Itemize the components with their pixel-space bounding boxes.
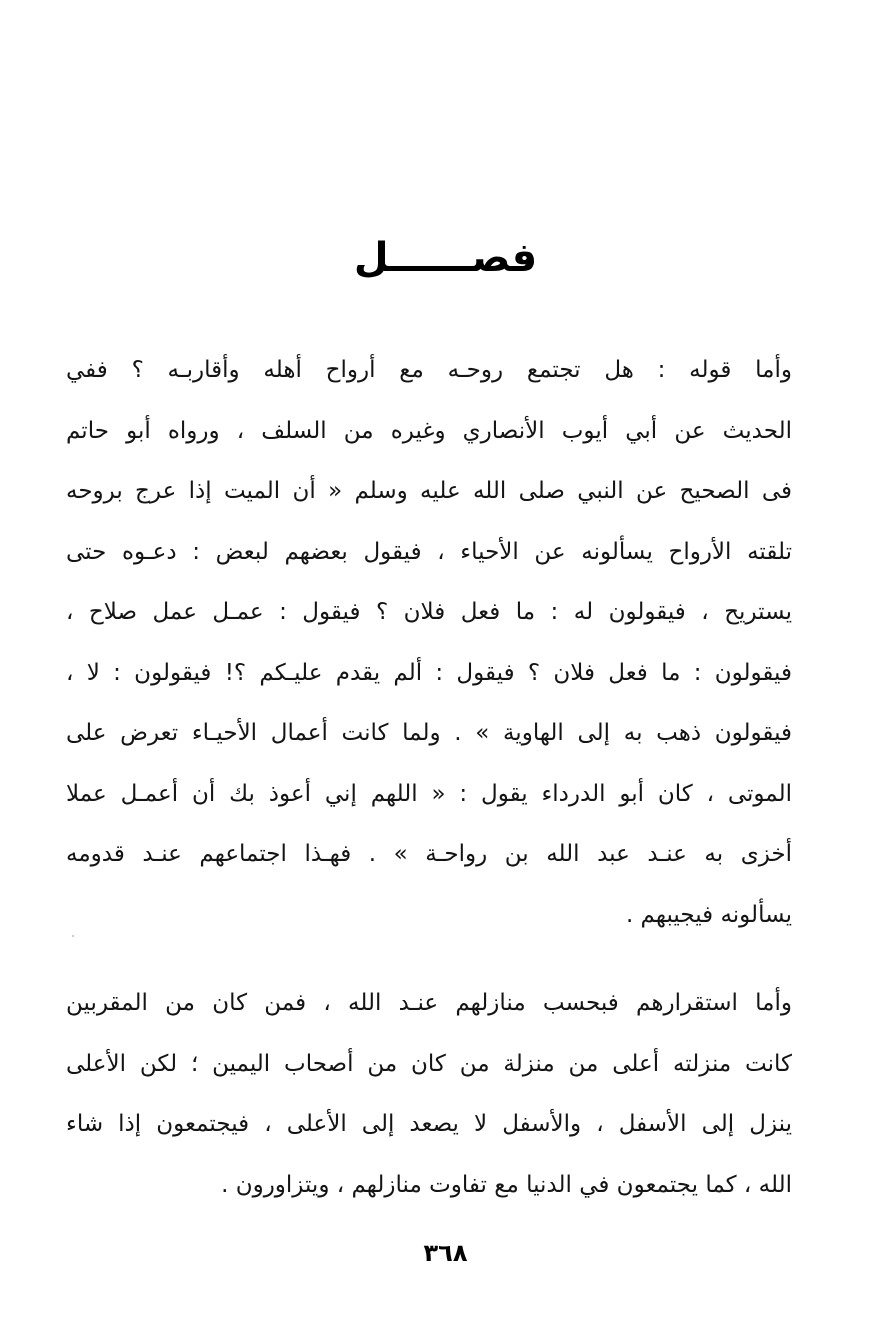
- paragraph-line: ينزل إلى الأسفل ، والأسفل لا يصعد إلى الأعلى ، فيجتمعون إذا شاء: [66, 1111, 792, 1137]
- paragraph-2: [66, 973, 792, 1215]
- scan-speck: [72, 935, 74, 937]
- paragraph-line: فيقولون : ما فعل فلان ؟ فيقول : ألم يقدم عليـكم ؟! فيقولون : لا ،: [66, 659, 792, 686]
- paragraph-line: الموتى ، كان أبو الدرداء يقول : « اللهم إني أعوذ بك أن أعمـل عملا: [66, 780, 792, 807]
- paragraph-line: الحديث عن أبي أيوب الأنصاري وغيره من السلف ، ورواه أبو حاتم: [66, 417, 792, 444]
- section-heading: فصــــــل: [353, 235, 538, 281]
- page-number: ٣٦٨: [423, 1239, 468, 1267]
- paragraph-line: وأما قوله : هل تجتمع روحـه مع أرواح أهله وأقاربـه ؟ ففي: [66, 357, 792, 383]
- paragraph-line: وأما استقرارهم فبحسب منازلهم عنـد الله ، فمن كان من المقربين: [66, 990, 792, 1016]
- paragraph-line: يستريح ، فيقولون له : ما فعل فلان ؟ فيقول : عمـل عمل صلاح ،: [66, 599, 792, 625]
- paragraph-line: تلقته الأرواح يسألونه عن الأحياء ، فيقول بعضهم لبعض : دعـوه حتى: [66, 538, 792, 565]
- paragraph-line: الله ، كما يجتمعون في الدنيا مع تفاوت منازلهم ، ويتزاورون .: [221, 1171, 792, 1198]
- paragraph-line: كانت منزلته أعلى من منزلة من كان من أصحاب اليمين ؛ لكن الأعلى: [66, 1050, 792, 1077]
- paragraph-line: أخزى به عنـد عبد الله بن رواحـة » . فهـذا اجتماعهم عنـد قدومه: [66, 841, 792, 867]
- paragraph-line: فى الصحيح عن النبي صلى الله عليه وسلم « أن الميت إذا عرج بروحه: [66, 478, 792, 504]
- paragraph-1: [66, 340, 792, 945]
- paragraph-line: يسألونه فيجيبهم .: [625, 901, 792, 928]
- paragraph-line: فيقولون ذهب به إلى الهاوية » . ولما كانت أعمال الأحيـاء تعرض على: [66, 720, 792, 746]
